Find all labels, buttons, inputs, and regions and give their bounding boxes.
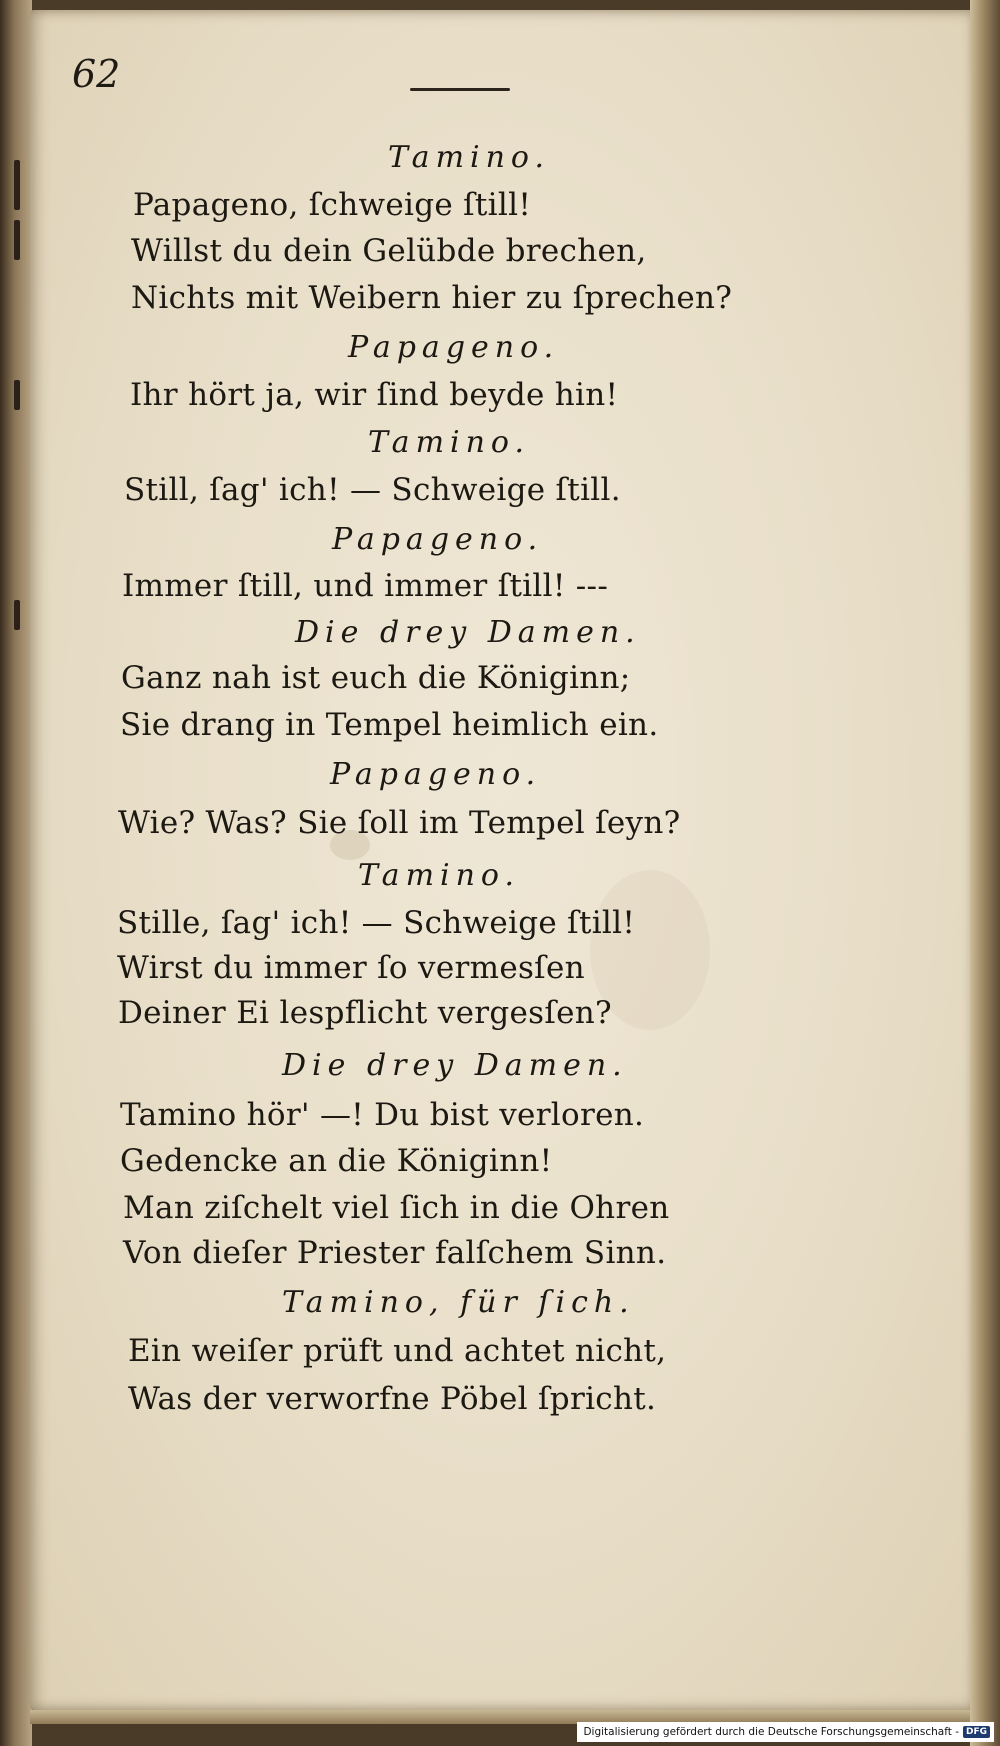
- verse-line: Wie? Was? Sie ſoll im Tempel ſeyn?: [118, 805, 681, 841]
- verse-line: Nichts mit Weibern hier zu ſprechen?: [131, 280, 733, 316]
- verse-line: Gedencke an die Königinn!: [120, 1143, 553, 1179]
- verse-line: Ein weiſer prüft und achtet nicht,: [128, 1333, 667, 1369]
- verse-line: Immer ſtill, und immer ſtill! ---: [122, 568, 609, 604]
- dfg-logo: DFG: [963, 1726, 990, 1738]
- verse-line: Sie drang in Tempel heimlich ein.: [120, 707, 659, 743]
- verse-line: Papageno, ſchweige ſtill!: [133, 187, 532, 223]
- verse-line: Man ziſchelt viel ſich in die Ohren: [123, 1190, 670, 1226]
- verse-line: Ganz nah ist euch die Königinn;: [121, 660, 631, 696]
- credit-text: Digitalisierung gefördert durch die Deutsche Forschungsgemeinschaft -: [583, 1726, 959, 1738]
- verse-line: Still, ſag' ich! — Schweige ſtill.: [124, 472, 621, 508]
- speaker-name: Papageno.: [348, 330, 560, 365]
- verse-line: Deiner Ei lespflicht vergesſen?: [118, 995, 612, 1031]
- verse-line: Ihr hört ja, wir ſind beyde hin!: [130, 377, 619, 413]
- digitization-credit: [577, 1722, 994, 1742]
- speaker-name: Tamino.: [358, 858, 520, 893]
- speaker-name: Papageno.: [332, 522, 544, 557]
- verse-line: Willst du dein Gelübde brechen,: [131, 233, 647, 269]
- speaker-name: Papageno.: [330, 757, 542, 792]
- verse-line: Wirst du immer ſo vermesſen: [117, 950, 585, 986]
- verse-line: Von dieſer Priester falſchem Sinn.: [123, 1235, 667, 1271]
- speaker-name: Tamino.: [388, 140, 550, 175]
- speaker-name: Die drey Damen.: [282, 1048, 628, 1083]
- verse-line: Tamino hör' —! Du bist verloren.: [120, 1097, 645, 1133]
- verse-line: Was der verworfne Pöbel ſpricht.: [128, 1381, 657, 1417]
- speaker-name: Tamino, für ſich.: [282, 1285, 635, 1320]
- verse-line: Stille, ſag' ich! — Schweige ſtill!: [117, 905, 636, 941]
- page-number: 62: [72, 52, 121, 96]
- speaker-name: Die drey Damen.: [295, 615, 641, 650]
- speaker-name: Tamino.: [368, 425, 530, 460]
